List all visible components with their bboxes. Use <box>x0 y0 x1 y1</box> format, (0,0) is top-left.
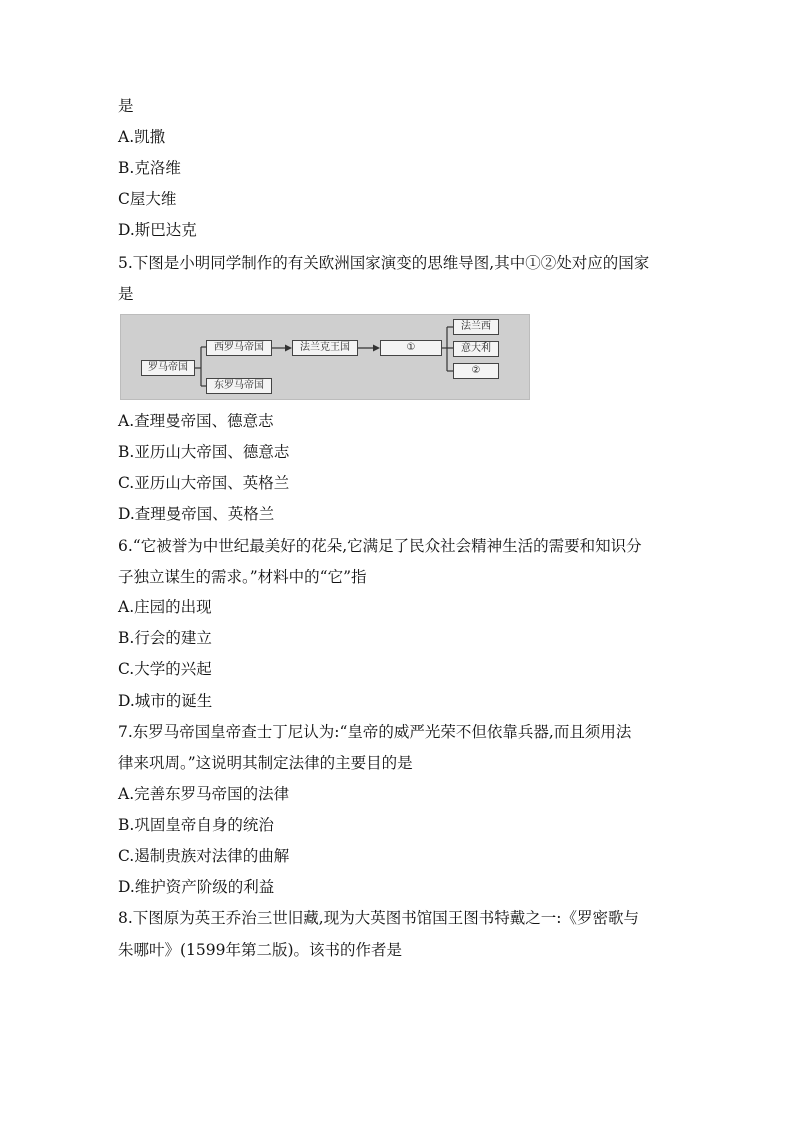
q4-option-a: A.凯撒 <box>118 128 166 146</box>
q5-stem-line2: 是 <box>118 285 134 303</box>
node-france: 法兰西 <box>453 319 499 335</box>
q5-option-d: D.查理曼帝国、英格兰 <box>118 505 275 523</box>
node-roman-empire: 罗马帝国 <box>141 360 195 376</box>
q8-stem-line1: 8.下图原为英王乔治三世旧藏,现为大英图书馆国王图书特戴之一:《罗密歌与 <box>118 909 639 927</box>
q6-option-a: A.庄园的出现 <box>118 598 212 616</box>
q5-option-b: B.亚历山大帝国、德意志 <box>118 443 290 461</box>
q8-stem-line2: 朱哪叶》(1599年第二版)。该书的作者是 <box>118 941 403 959</box>
q4-option-d: D.斯巴达克 <box>118 221 197 239</box>
node-western-roman-empire: 西罗马帝国 <box>206 340 272 356</box>
q5-option-a: A.查理曼帝国、德意志 <box>118 412 274 430</box>
q5-option-c: C.亚历山大帝国、英格兰 <box>118 474 290 492</box>
q6-option-d: D.城市的诞生 <box>118 692 213 710</box>
q6-option-c: C.大学的兴起 <box>118 660 212 678</box>
q7-option-b: B.巩固皇帝自身的统治 <box>118 816 274 834</box>
node-blank-2: ② <box>453 363 499 379</box>
node-eastern-roman-empire: 东罗马帝国 <box>206 378 272 394</box>
q7-stem-line2: 律来巩周。”这说明其制定法律的主要目的是 <box>118 754 413 772</box>
q6-stem-line1: 6.“它被誉为中世纪最美好的花朵,它满足了民众社会精神生活的需要和知识分 <box>118 537 642 555</box>
q7-option-d: D.维护资产阶级的利益 <box>118 878 275 896</box>
mind-map-diagram <box>120 314 530 400</box>
q5-stem-line1: 5.下图是小明同学制作的有关欧洲国家演变的思维导图,其中①②处对应的国家 <box>118 254 650 272</box>
q6-option-b: B.行会的建立 <box>118 629 212 647</box>
q4-stem-tail: 是 <box>118 97 134 115</box>
q7-option-c: C.遏制贵族对法律的曲解 <box>118 847 290 865</box>
q7-option-a: A.完善东罗马帝国的法律 <box>118 785 290 803</box>
q4-option-c: C屋大维 <box>118 190 177 208</box>
q7-stem-line1: 7.东罗马帝国皇帝查士丁尼认为:“皇帝的威严光荣不但依靠兵器,而且须用法 <box>118 723 632 741</box>
q6-stem-line2: 子独立谋生的需求。”材料中的“它”指 <box>118 568 367 586</box>
node-frankish-kingdom: 法兰克王国 <box>292 340 358 356</box>
q4-option-b: B.克洛维 <box>118 159 181 177</box>
node-italy: 意大利 <box>453 341 499 357</box>
node-blank-1: ① <box>380 340 442 356</box>
